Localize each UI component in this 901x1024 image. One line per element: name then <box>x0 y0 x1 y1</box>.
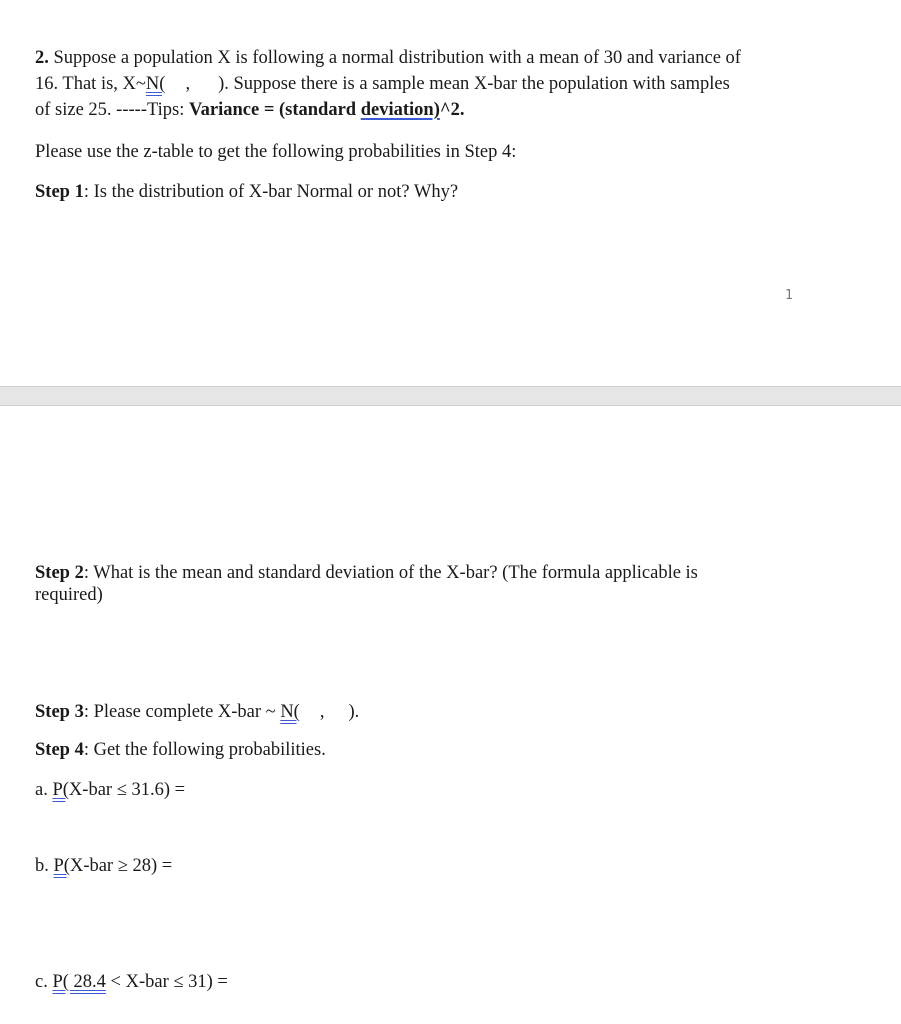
step-3-end: ). <box>348 702 360 722</box>
problem-number: 2. <box>35 48 49 68</box>
step-4-text: : Get the following probabilities. <box>83 740 326 760</box>
part-b-expression: X-bar ≥ 28) = <box>69 856 173 876</box>
step-2-line-1 <box>35 560 698 586</box>
step-2-label: Step 2 <box>35 563 84 583</box>
step-2-text-1: : What is the mean and standard deviation of the X-bar? (The formula applicable is <box>83 563 698 583</box>
part-a-prefix: a. <box>35 780 53 800</box>
step-1 <box>35 179 458 205</box>
problem-text-2b: ). Suppose there is a sample mean X-bar the population with samples <box>218 74 730 94</box>
step-3-text: : Please complete X-bar ~ <box>83 702 281 722</box>
problem-line-3 <box>35 97 465 123</box>
part-a-expression: X-bar ≤ 31.6) = <box>68 780 186 800</box>
tip-bold-end: ^2. <box>439 100 465 120</box>
part-a-p: P( <box>52 780 69 800</box>
page-break <box>0 386 901 406</box>
step-4 <box>35 737 326 763</box>
step-3-label: Step 3 <box>35 702 84 722</box>
problem-line-2 <box>35 71 730 97</box>
part-b-prefix: b. <box>35 856 54 876</box>
document-page-1 <box>0 0 901 386</box>
part-b-p: P( <box>53 856 70 876</box>
step-3 <box>35 699 359 725</box>
problem-text-2a: 16. That is, X~ <box>35 74 146 94</box>
part-b <box>35 853 172 879</box>
part-a <box>35 777 185 803</box>
tip-bold: Variance = (standard <box>188 100 361 120</box>
problem-text-3a: of size 25. -----Tips: <box>35 100 189 120</box>
step-1-text: : Is the distribution of X-bar Normal or not? Why? <box>83 182 459 202</box>
document-page-2 <box>0 406 901 1024</box>
tip-bold-underlined: deviation) <box>360 100 440 120</box>
step-2-line-2: required) <box>35 585 103 605</box>
part-c <box>35 969 228 995</box>
step-4-label: Step 4 <box>35 740 84 760</box>
problem-line-1 <box>35 45 741 71</box>
instruction-text: Please use the z-table to get the following probabilities in Step 4: <box>35 142 517 162</box>
comma: , <box>319 702 325 722</box>
part-c-p: P( 28.4 <box>52 972 106 992</box>
normal-notation: N( <box>145 74 166 94</box>
page-number: 1 <box>785 288 793 303</box>
comma: , <box>185 74 191 94</box>
part-c-prefix: c. <box>35 972 53 992</box>
part-c-expression: < X-bar ≤ 31) = <box>105 972 228 992</box>
problem-text-1: Suppose a population X is following a normal distribution with a mean of 30 and variance of <box>48 48 741 68</box>
normal-notation-step3: N( <box>280 702 300 722</box>
step-1-label: Step 1 <box>35 182 84 202</box>
